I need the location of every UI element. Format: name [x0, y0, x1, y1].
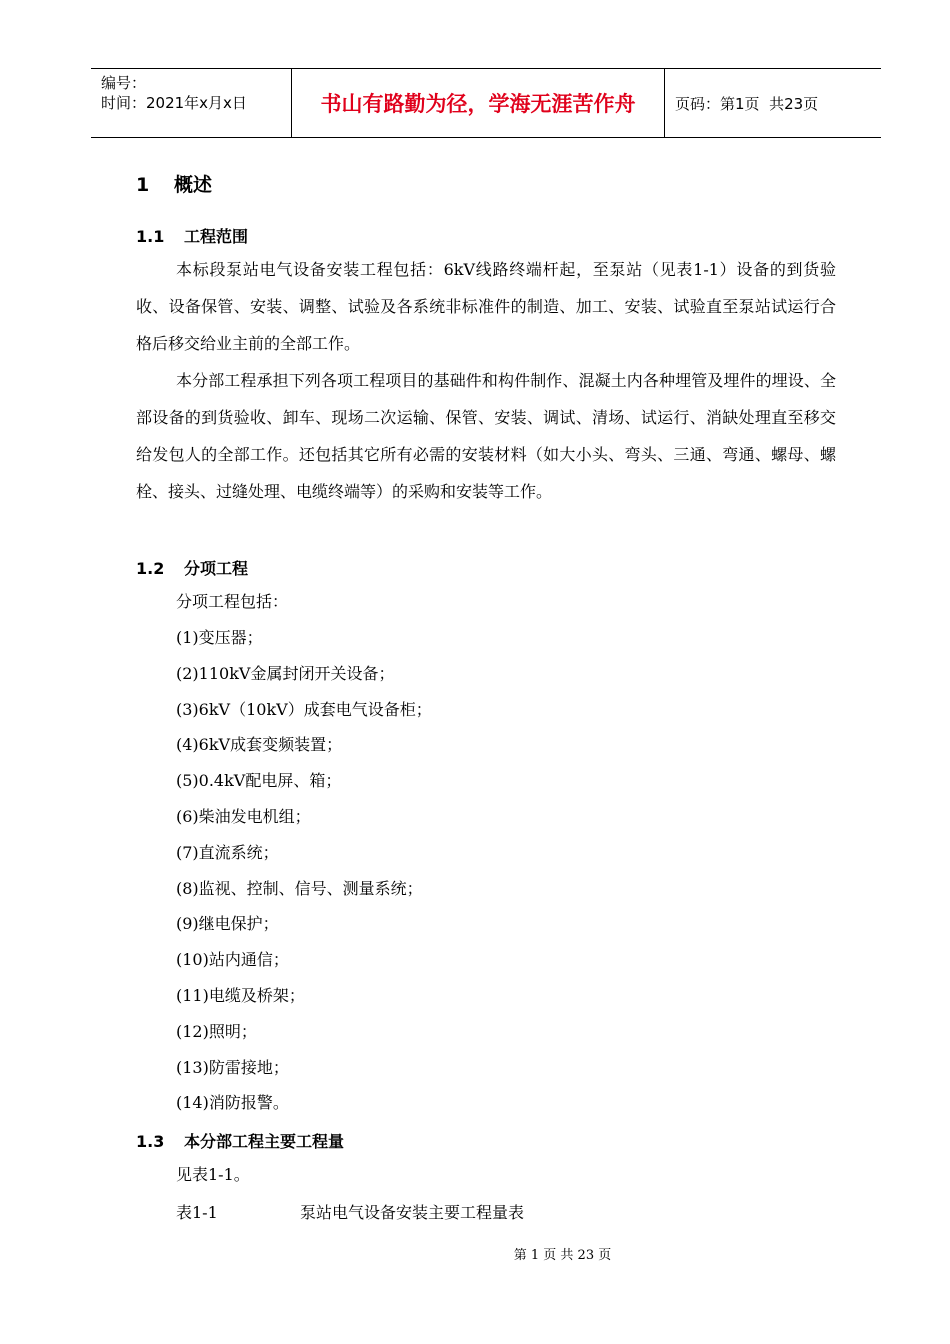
section-1-2-heading — [136, 556, 248, 579]
header-meta — [91, 69, 292, 137]
table-label: 表1-1 — [176, 1203, 218, 1222]
page-footer: 第 1 页 共 23 页 — [513, 1248, 612, 1263]
list-item: (12)照明； — [176, 1022, 257, 1041]
section-1-3-heading — [136, 1129, 344, 1152]
list-item: (5)0.4kV配电屏、箱； — [176, 771, 342, 790]
list-item: (13)防雷接地； — [176, 1058, 289, 1077]
table-title: 泵站电气设备安装主要工程量表 — [300, 1203, 525, 1222]
section-1-heading — [136, 170, 212, 197]
scope-paragraph-1 — [136, 251, 836, 362]
list-item: (1)变压器； — [176, 628, 263, 647]
list-item: (8)监视、控制、信号、测量系统； — [176, 879, 423, 898]
section-1-2-number: 1.2 — [136, 559, 165, 578]
header-page-info — [665, 69, 881, 137]
list-item: (2)110kV金属封闭开关设备； — [176, 664, 395, 683]
quantity-intro: 见表1-1。 — [176, 1165, 250, 1184]
section-1-3-number: 1.3 — [136, 1132, 165, 1151]
table-caption — [176, 1200, 524, 1223]
page-header — [91, 68, 881, 138]
subitems-intro: 分项工程包括： — [176, 592, 289, 611]
list-item: (4)6kV成套变频装置； — [176, 735, 343, 754]
scope-paragraph-1-text: 本标段泵站电气设备安装工程包括：6kV线路终端杆起，至泵站（见表1-1）设备的到货验收、设备保管、安装、调整、试验及各系统非标准件的制造、加工、安装、试验直至泵站试运行合格后移交给业主前的全部工作。 — [136, 260, 836, 353]
header-page-info-text: 页码：第1页 共23页 — [675, 94, 819, 113]
list-item: (11)电缆及桥架； — [176, 986, 305, 1005]
section-1-1-heading — [136, 224, 248, 247]
header-time-label: 时间：2021年x月x日 — [101, 94, 247, 112]
list-item: (14)消防报警。 — [176, 1093, 289, 1112]
list-item: (7)直流系统； — [176, 843, 279, 862]
list-item: (6)柴油发电机组； — [176, 807, 311, 826]
header-number-label: 编号： — [101, 74, 147, 92]
list-item: (3)6kV（10kV）成套电气设备柜； — [176, 700, 432, 719]
section-1-title: 概述 — [174, 174, 213, 196]
section-1-1-title: 工程范围 — [184, 227, 249, 246]
section-1-2-title: 分项工程 — [184, 559, 249, 578]
scope-paragraph-2-text: 本分部工程承担下列各项工程项目的基础件和构件制作、混凝土内各种埋管及埋件的埋设、全部设备的到货验收、卸车、现场二次运输、保管、安装、调试、清场、试运行、消缺处理直至移交给发包人的全部工作。还包括其它所有必需的安装材料（如大小头、弯头、三通、弯通、螺母、螺栓、接头、过缝处理、电缆终端等）的采购和安装等工作。 — [136, 371, 836, 501]
header-motto: 书山有路勤为径，学海无涯苦作舟 — [292, 69, 665, 137]
section-1-3-title: 本分部工程主要工程量 — [184, 1132, 345, 1151]
section-1-number: 1 — [136, 174, 150, 196]
section-1-1-number: 1.1 — [136, 227, 165, 246]
list-item: (10)站内通信； — [176, 950, 289, 969]
list-item: (9)继电保护； — [176, 914, 279, 933]
scope-paragraph-2 — [136, 362, 836, 510]
